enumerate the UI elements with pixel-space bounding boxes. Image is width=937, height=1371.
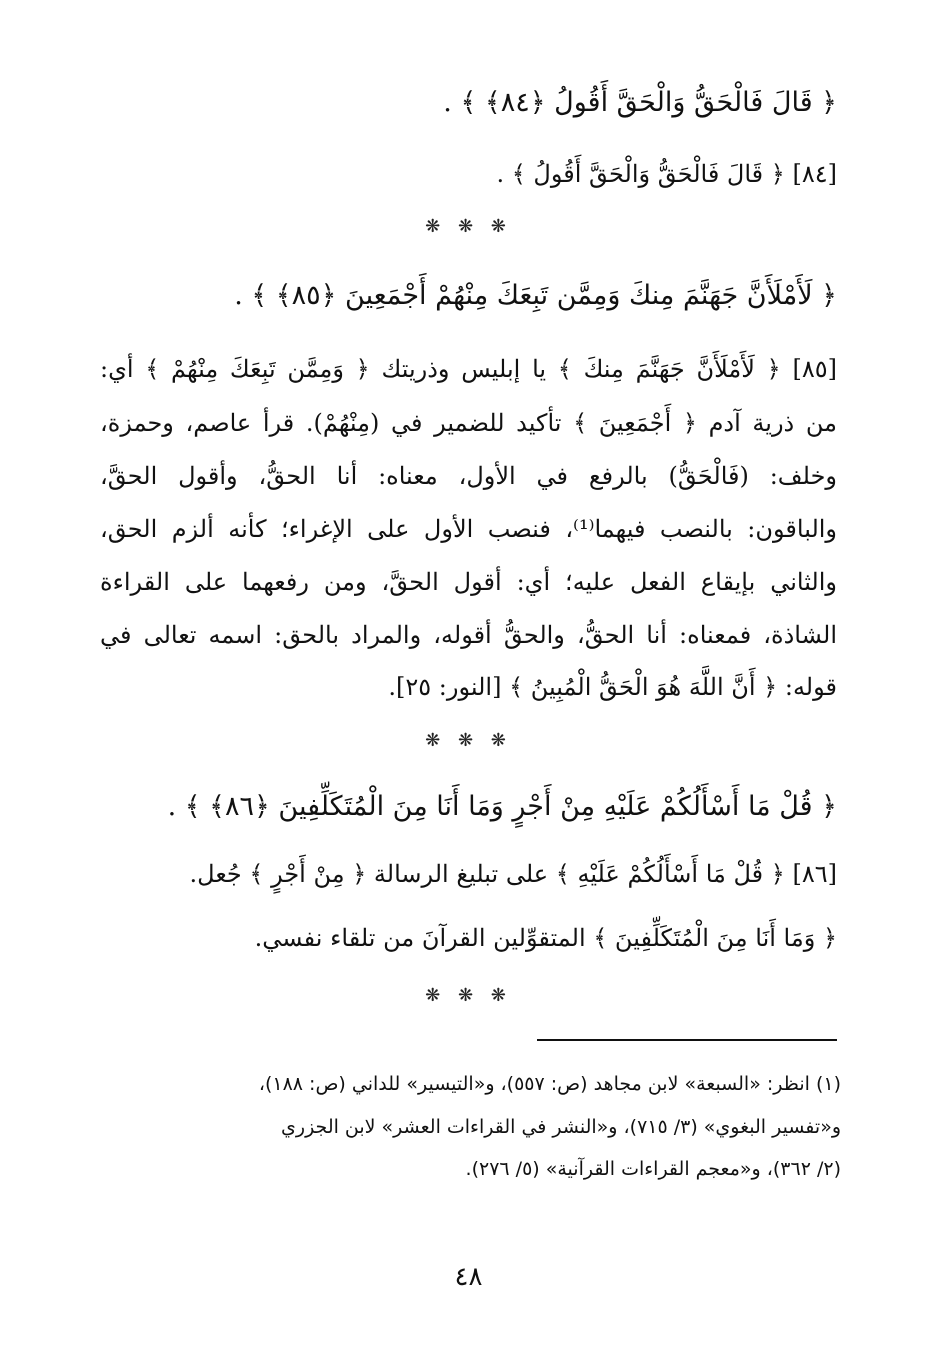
ayah-85: ﴿ لَأَمْلَأَنَّ جَهَنَّمَ مِنكَ وَمِمَّن تَبِعَكَ مِنْهُمْ أَجْمَعِينَ ﴿٨٥﴾ ﴾ . [234,280,837,311]
footnote-line: و«تفسير البغوي» (٣/ ٧١٥)، و«النشر في القراءات العشر» لابن الجزري [281,1116,841,1138]
commentary-85-line: والثاني بإيقاع الفعل عليه؛ أي: أقول الحقَّ، ومن رفعهما على القراءة [100,568,837,596]
commentary-85-line: الشاذة، فمعناه: أنا الحقُّ، والحقُّ أقوله، والمراد بالحق: اسمه تعالى في [100,621,837,649]
commentary-86-line: ﴿ وَمَا أَنَا مِنَ الْمُتَكَلِّفِينَ ﴾ المتقوِّلين القرآنَ من تلقاء نفسي. [254,924,837,952]
commentary-84: [٨٤] ﴿ قَالَ فَالْحَقُّ وَالْحَقَّ أَقُولُ ﴾ . [496,160,837,188]
commentary-85-line: [٨٥] ﴿ لَأَمْلَأَنَّ جَهَنَّمَ مِنكَ ﴾ يا إبليس وذريتك ﴿ وَمِمَّن تَبِعَكَ مِنْهُمْ ﴾ أي: [100,355,837,383]
ayah-84: ﴿ قَالَ فَالْحَقُّ وَالْحَقَّ أَقُولُ ﴿٨٤﴾ ﴾ . [443,87,837,118]
footnote-divider [537,1039,837,1041]
commentary-85-line: من ذرية آدم ﴿ أَجْمَعِينَ ﴾ تأكيد للضمير في (مِنْهُمْ). قرأ عاصم، وحمزة، [100,409,837,437]
commentary-85-line: وخلف: (فَالْحَقُّ) بالرفع في الأول، معناه: أنا الحقُّ، وأقول الحقَّ، [100,462,837,490]
section-separator: ❋ ❋ ❋ [425,216,512,237]
page-number: ٤٨ [454,1262,483,1292]
footnote-line: (٢/ ٣٦٢)، و«معجم القراءات القرآنية» (٥/ ٢٧٦). [465,1158,841,1180]
commentary-86-line: [٨٦] ﴿ قُلْ مَا أَسْأَلُكُمْ عَلَيْهِ ﴾ على تبليغ الرسالة ﴿ مِنْ أَجْرٍ ﴾ جُعل. [189,860,837,888]
ayah-86: ﴿ قُلْ مَا أَسْأَلُكُمْ عَلَيْهِ مِنْ أَجْرٍ وَمَا أَنَا مِنَ الْمُتَكَلِّفِينَ ﴿٨٦﴾ ﴾ . [167,791,837,822]
section-separator: ❋ ❋ ❋ [425,730,512,751]
commentary-85-line: قوله: ﴿ أَنَّ اللَّهَ هُوَ الْحَقُّ الْمُبِينُ ﴾ [النور: ٢٥]. [388,673,837,701]
section-separator: ❋ ❋ ❋ [425,985,512,1006]
commentary-85-line: والباقون: بالنصب فيهما⁽¹⁾، فنصب الأول على الإغراء؛ كأنه ألزم الحق، [100,515,838,543]
footnote-line: (١) انظر: «السبعة» لابن مجاهد (ص: ٥٥٧)، و«التيسير» للداني (ص: ١٨٨)، [258,1073,841,1095]
